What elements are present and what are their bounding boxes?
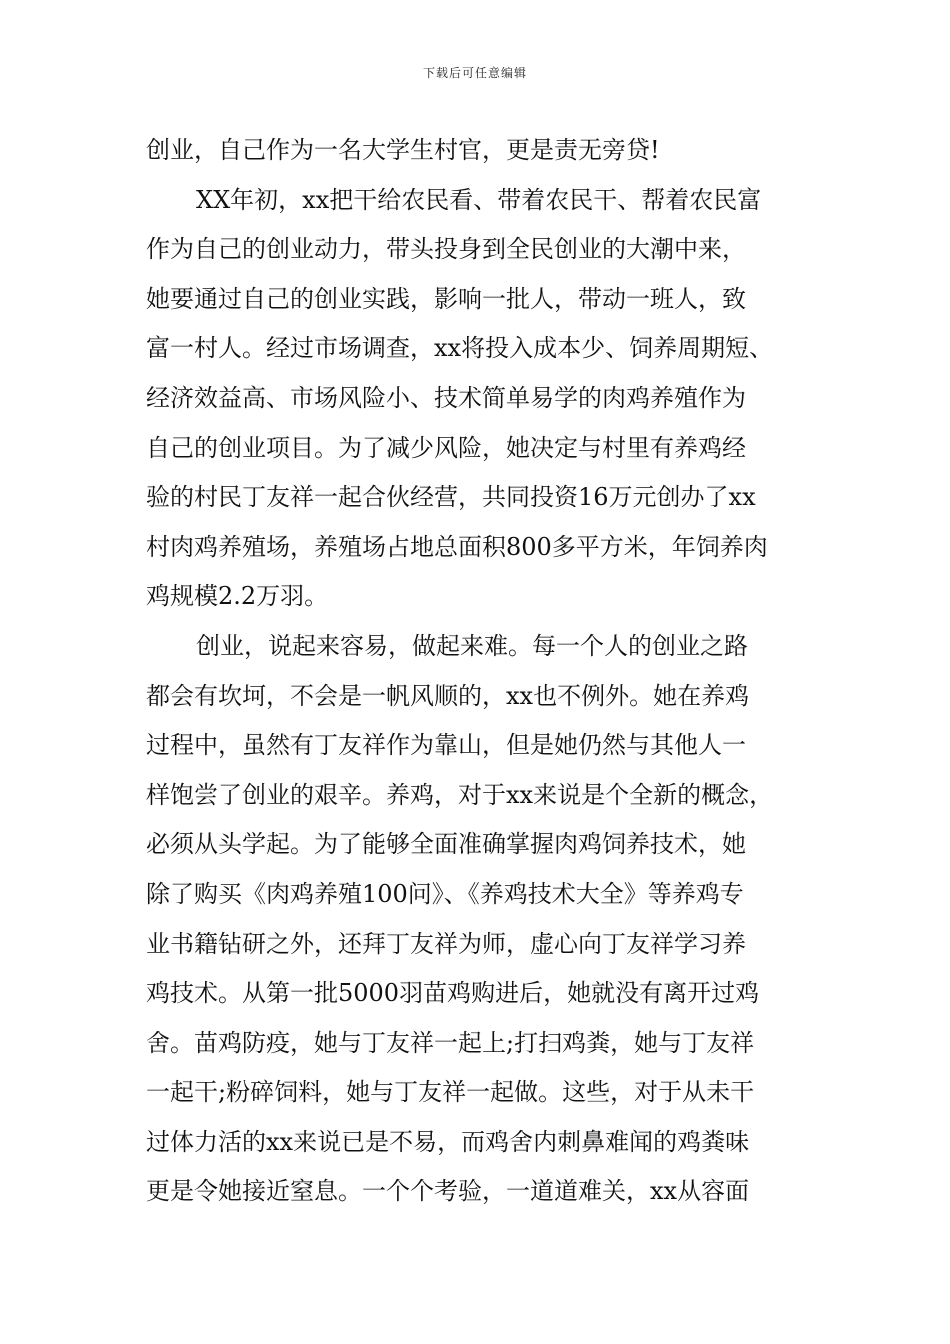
- text-line: 她要通过自己的创业实践，影响一批人，带动一班人，致: [146, 284, 746, 313]
- text-line: 自己的创业项目。为了减少风险，她决定与村里有养鸡经: [146, 433, 746, 462]
- text-line: 业书籍钻研之外，还拜丁友祥为师，虚心向丁友祥学习养: [146, 929, 746, 958]
- text-line: XX年初，xx把干给农民看、带着农民干、帮着农民富: [196, 185, 762, 214]
- text-line: 作为自己的创业动力，带头投身到全民创业的大潮中来，: [146, 235, 746, 264]
- text-line: 鸡技术。从第一批5000羽苗鸡购进后，她就没有离开过鸡: [146, 979, 760, 1008]
- text-line: 经济效益高、市场风险小、技术简单易学的肉鸡养殖作为: [146, 383, 746, 412]
- text-line: 过体力活的xx来说已是不易，而鸡舍内刺鼻难闻的鸡粪味: [146, 1127, 750, 1156]
- text-line: 舍。苗鸡防疫，她与丁友祥一起上;打扫鸡粪，她与丁友祥: [146, 1028, 755, 1057]
- text-line: 必须从头学起。为了能够全面准确掌握肉鸡饲养技术，她: [146, 830, 746, 859]
- text-line: 都会有坎坷，不会是一帆风顺的，xx也不例外。她在养鸡: [146, 681, 750, 710]
- text-line: 鸡规模2.2万羽。: [146, 582, 329, 611]
- text-line: 更是令她接近窒息。一个个考验，一道道难关，xx从容面: [146, 1177, 750, 1206]
- text-line: 除了购买《肉鸡养殖100问》、《养鸡技术大全》等养鸡专: [146, 879, 744, 908]
- text-line: 村肉鸡养殖场，养殖场占地总面积800多平方米，年饲养肉: [146, 532, 768, 561]
- text-line: 创业，说起来容易，做起来难。每一个人的创业之路: [196, 631, 748, 660]
- page-header: 下载后可任意编辑: [422, 66, 527, 80]
- text-line: 一起干;粉碎饲料，她与丁友祥一起做。这些，对于从未干: [146, 1078, 755, 1107]
- document-body: [146, 126, 826, 1217]
- text-line: 创业，自己作为一名大学生村官，更是责无旁贷!: [146, 136, 660, 164]
- text-line: 样饱尝了创业的艰辛。养鸡，对于xx来说是个全新的概念，: [146, 780, 774, 809]
- text-line: 验的村民丁友祥一起合伙经营，共同投资16万元创办了xx: [146, 483, 756, 512]
- text-line: 富一村人。经过市场调查，xx将投入成本少、饲养周期短、: [146, 334, 774, 363]
- text-line: 过程中，虽然有丁友祥作为靠山，但是她仍然与其他人一: [146, 731, 746, 760]
